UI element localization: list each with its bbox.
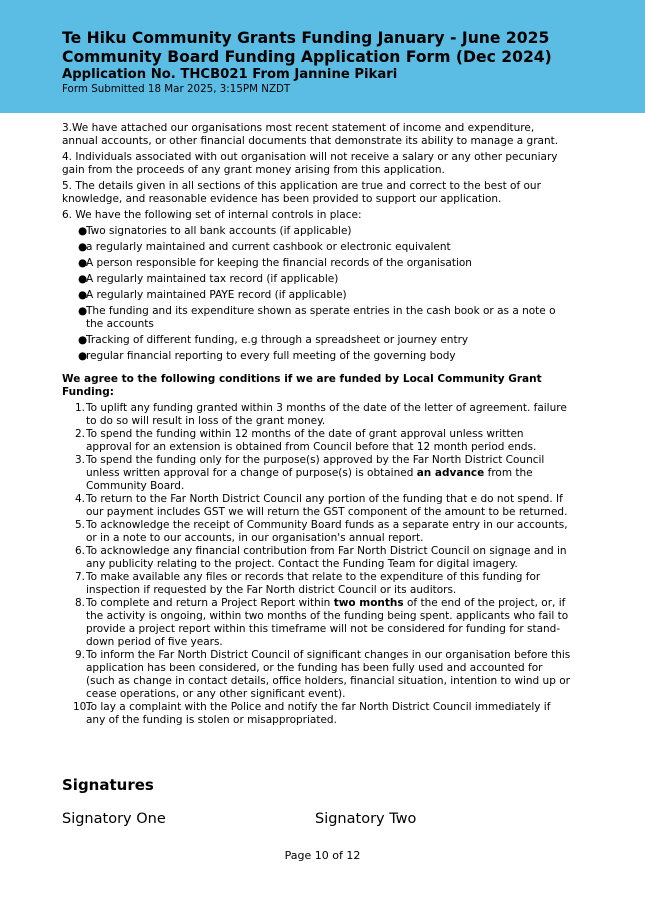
- paragraph-6: 6. We have the following set of internal controls in place:: [62, 209, 362, 221]
- form-title-line2: Community Board Funding Application Form (Dec 2024): [62, 48, 552, 66]
- list-item: ● A person responsible for keeping the financial records of the organisation: [78, 257, 472, 269]
- bullet-icon: ●: [78, 225, 88, 237]
- conditions-heading: We agree to the following conditions if we are funded by Local Community Grant Funding:: [62, 373, 542, 398]
- list-item: ● Two signatories to all bank accounts (if applicable): [78, 225, 352, 237]
- form-title-line1: Te Hiku Community Grants Funding January - June 2025: [62, 29, 550, 47]
- signatory-one-label: Signatory One: [62, 811, 166, 827]
- list-item: 3. To spend the funding only for the purpose(s) approved by the Far North District Council unless written approval for a change of purpose(s) is obtained an advance from the Community Board.: [75, 454, 545, 492]
- list-item: ● Tracking of different funding, e.g through a spreadsheet or journey entry: [78, 334, 469, 346]
- list-item: 4. To return to the Far North District Council any portion of the funding that e do not spend. If our payment includes GST we will return the GST component of the amount to be returned.: [75, 493, 568, 518]
- list-item: ● A regularly maintained PAYE record (if applicable): [78, 289, 347, 301]
- list-item: 10. To lay a complaint with the Police and notify the far North District Council immediately if any of the funding is stolen or misappropriated.: [73, 701, 551, 726]
- signatures-heading: Signatures: [62, 776, 154, 794]
- bullet-icon: ●: [78, 257, 88, 269]
- list-item: ● a regularly maintained and current cashbook or electronic equivalent: [78, 241, 451, 253]
- list-item: 8. To complete and return a Project Report within two months of the end of the project, or, if the activity is ongoing, within two months of the funding being spent. applicants who fail to provide a project report within this timeframe will not be considered for funding for stand-down period of five years.: [75, 597, 569, 648]
- list-item: 5. To acknowledge the receipt of Community Board funds as a separate entry in our accounts, or in a note to our accounts, in our organisation's annual report.: [75, 519, 568, 544]
- bullet-icon: ●: [78, 305, 88, 317]
- list-item: 6. To acknowledge any financial contribution from Far North District Council on signage and in any publicity relating to the project. Contact the Funding Team for digital imagery.: [75, 545, 567, 570]
- paragraph-5: 5. The details given in all sections of this application are true and correct to the best of our knowledge, and reasonable evidence has been provided to support our application.: [62, 180, 541, 205]
- paragraph-3: 3.We have attached our organisations most recent statement of income and expenditure, annual accounts, or other financial documents that demonstrate its ability to manage a grant.: [62, 122, 559, 147]
- list-item: 1. To uplift any funding granted within 3 months of the date of the letter of agreement. failure to do so will result in loss of the grant money.: [75, 402, 567, 427]
- declaration-body: [62, 122, 572, 727]
- submitted-timestamp: Form Submitted 18 Mar 2025, 3:15PM NZDT: [62, 83, 291, 95]
- bullet-icon: ●: [78, 289, 88, 301]
- list-item: ● A regularly maintained tax record (if applicable): [78, 273, 339, 285]
- paragraph-4: 4. Individuals associated with out organisation will not receive a salary or any other pecuniary gain from the proceeds of any grant money arising from this application.: [62, 151, 558, 176]
- bullet-icon: ●: [78, 350, 88, 362]
- internal-controls-list: [62, 225, 572, 363]
- bullet-icon: ●: [78, 241, 88, 253]
- list-item: ● regular financial reporting to every full meeting of the governing body: [78, 350, 456, 362]
- list-item: 9. To inform the Far North District Council of significant changes in our organisation before this application has been considered, or the funding has been fully used and accounted for (such as change in contact details, office holders, financial situation, intention to wind up or cease operations, or any other significant event).: [75, 649, 571, 700]
- signatory-two-label: Signatory Two: [315, 811, 417, 827]
- application-number: Application No. THCB021 From Jannine Pikari: [62, 67, 398, 82]
- form-header: [0, 0, 645, 113]
- page-number: Page 10 of 12: [284, 849, 361, 862]
- list-item: 7. To make available any files or records that relate to the expenditure of this funding for inspection if requested by the Far North district Council or its auditors.: [75, 571, 541, 596]
- conditions-list: [62, 402, 572, 727]
- bullet-icon: ●: [78, 334, 88, 346]
- list-item: 2. To spend the funding within 12 months of the date of grant approval unless written approval for an extension is obtained from Council before that 12 month period ends.: [75, 428, 537, 453]
- list-item: ● The funding and its expenditure shown as sperate entries in the cash book or as a note o the accounts: [78, 305, 556, 330]
- bullet-icon: ●: [78, 273, 88, 285]
